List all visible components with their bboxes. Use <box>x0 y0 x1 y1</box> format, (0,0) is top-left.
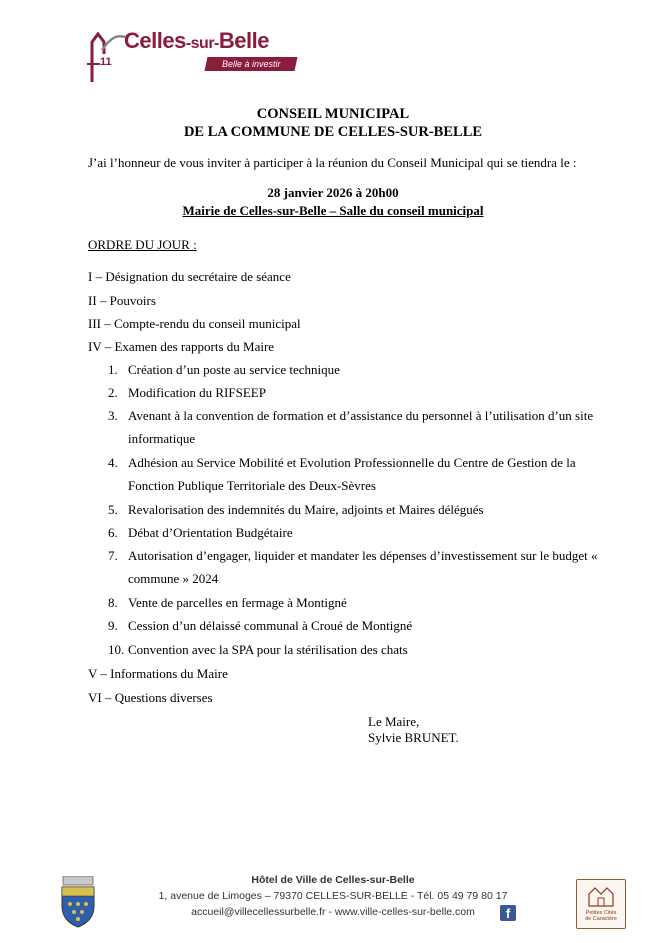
agenda-item-number: 4. <box>108 455 118 470</box>
label-building-icon <box>577 880 625 910</box>
label-line-2: de Caractère <box>585 916 617 922</box>
footer-contact: accueil@villecellessurbelle.fr - www.ville-celles-sur-belle.com <box>191 906 475 918</box>
logo-name-part2: Belle <box>218 28 269 53</box>
label-text <box>577 910 625 922</box>
intro-text: J’ai l’honneur de vous inviter à participer à la réunion du Conseil Municipal qui se tiendra le : <box>88 155 577 170</box>
meeting-date: 28 janvier 2026 à 20h00 <box>267 185 399 200</box>
agenda-item-number: 3. <box>108 408 118 423</box>
agenda-item-text: Modification du RIFSEEP <box>128 385 266 400</box>
town-logo <box>84 24 314 84</box>
heading-line-1: CONSEIL MUNICIPAL <box>256 106 410 122</box>
footer-org: Hôtel de Ville de Celles-sur-Belle <box>251 874 415 886</box>
logo-tagline <box>205 57 298 71</box>
logo-tagline-text: Belle à investir <box>221 59 281 69</box>
facebook-icon[interactable]: f <box>500 905 516 921</box>
agenda-item-text: Adhésion au Service Mobilité et Evolution Professionnelle du Centre de Gestion de la Fonction Publique Territoriale des Deux-Sèvres <box>128 455 576 493</box>
agenda-item-number: 1. <box>108 362 118 377</box>
agenda-title <box>88 237 197 253</box>
agenda-item-text: Débat d’Orientation Budgétaire <box>128 525 293 540</box>
logo-title <box>124 28 269 54</box>
agenda-item-text: Cession d’un délaissé communal à Croué de Montigné <box>128 618 413 633</box>
agenda-item-number: 6. <box>108 525 118 540</box>
signature-block <box>368 714 459 746</box>
logo-name-sep: -sur- <box>185 35 219 52</box>
agenda-item-number: 9. <box>108 618 118 633</box>
agenda-title-colon: : <box>189 237 197 252</box>
agenda-section: VI – Questions diverses <box>88 690 213 705</box>
agenda-item-text: Autorisation d’engager, liquider et mandater les dépenses d’investissement sur le budget « commune » 2024 <box>128 548 598 586</box>
logo-name-part1: Celles <box>124 28 186 53</box>
agenda-item-text: Vente de parcelles en fermage à Montigné <box>128 595 347 610</box>
footer <box>0 872 666 920</box>
agenda-item-number: 10. <box>108 642 125 657</box>
petites-cites-label-icon <box>576 879 626 929</box>
signature-name: Sylvie BRUNET. <box>368 730 459 745</box>
agenda-item-text: Revalorisation des indemnités du Maire, adjoints et Maires délégués <box>128 502 484 517</box>
agenda-item-text: Création d’un poste au service technique <box>128 362 340 377</box>
agenda-section: III – Compte-rendu du conseil municipal <box>88 316 301 331</box>
agenda-section: IV – Examen des rapports du Maire <box>88 339 275 354</box>
heading-line-2: DE LA COMMUNE DE CELLES-SUR-BELLE <box>183 124 483 140</box>
signature-role: Le Maire, <box>368 714 420 729</box>
agenda-section: V – Informations du Maire <box>88 666 228 681</box>
agenda-item-number: 8. <box>108 595 118 610</box>
agenda-item-text: Convention avec la SPA pour la stérilisation des chats <box>128 642 408 657</box>
agenda-section: I – Désignation du secrétaire de séance <box>88 269 291 284</box>
agenda-item-text: Avenant à la convention de formation et d’assistance du personnel à l’utilisation d’un site informatique <box>128 408 594 446</box>
logo-number: 11 <box>100 56 112 68</box>
agenda-item-number: 7. <box>108 548 118 563</box>
agenda-item-number: 2. <box>108 385 118 400</box>
agenda-title-text: ORDRE DU JOUR <box>88 237 190 252</box>
footer-address: 1, avenue de Limoges – 79370 CELLES-SUR-BELLE - Tél. 05 49 79 80 17 <box>158 890 508 902</box>
agenda-item-number: 5. <box>108 502 118 517</box>
label-line-1: Petites Cités <box>585 910 617 916</box>
meeting-place: Mairie de Celles-sur-Belle – Salle du conseil municipal <box>182 203 484 218</box>
agenda-section: II – Pouvoirs <box>88 293 156 308</box>
